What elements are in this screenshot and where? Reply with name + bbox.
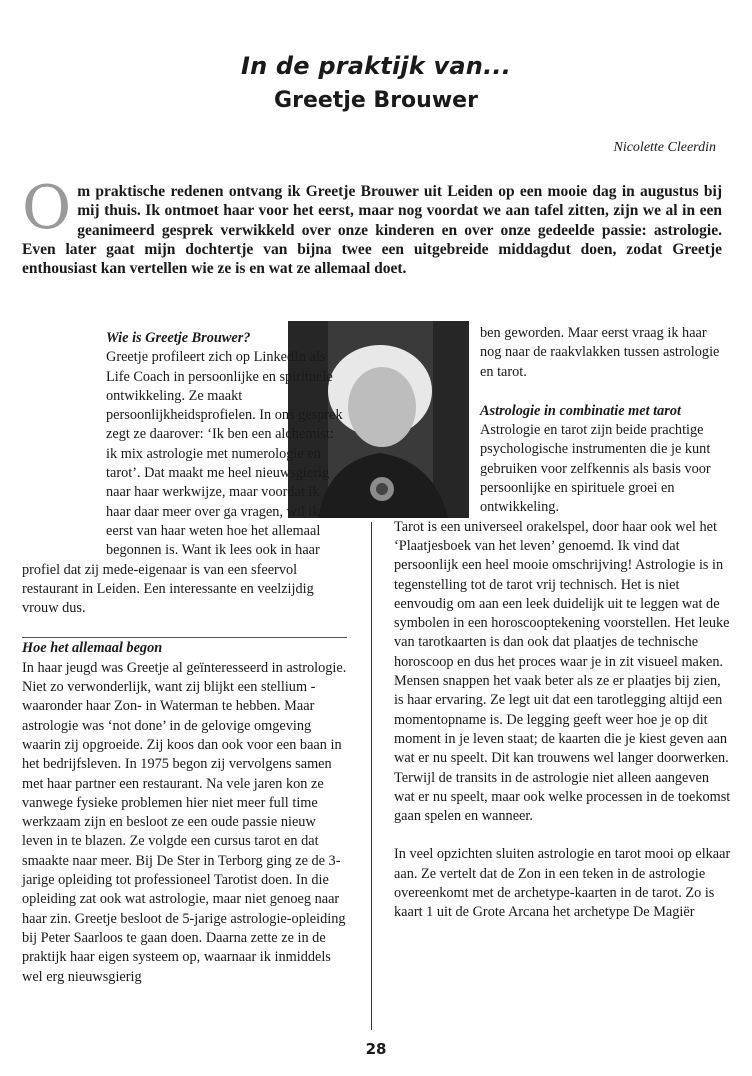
intro-dropcap: O <box>22 173 72 243</box>
heading-how-it-began: Hoe het allemaal begon <box>22 637 347 658</box>
column-divider <box>371 522 372 1030</box>
paragraph-tarot-oracle: Tarot is een universeel orakelspel, door haar ook wel het ‘Plaatjesboek van het leven’ genoemd. Ik vind dat persoonlijk een heel mooie omschrijving! Astrologie is in tegenstelling tot de tarot vrij technisch. Het is niet eenvoudig om aan een leek duidelijk uit te leggen wat de symbolen in een horoscooptekening voorstellen. Het leuke van tarotkaarten is dan ook dat plaatjes de technische horoscoop en dus het proces waar je in zit visueel maken. Mensen snappen het vaak beter als ze er plaatjes bij zien, is haar ervaring. Ze legt uit dat een tarotlegging altijd een momentopname is. De legging geeft weer hoe je op dit moment in je leven staat; de kaarten die je kiest geven aan wat er nu speelt. Dit kan trouwens wel langer doorwerken. Terwijl de transits in de astrologie niet alleen aangeven wat er nu speelt, maar ook welke processen in de toekomst gaan spelen en wanneer. <box>394 518 731 825</box>
article-title-line2: Greetje Brouwer <box>274 88 478 113</box>
heading-astrology-tarot: Astrologie in combinatie met tarot <box>480 402 681 419</box>
page-number: 28 <box>365 1040 387 1058</box>
paragraph-continuation: ben geworden. Maar eerst vraag ik haar nog naar de raakvlakken tussen astrologie en tarot. <box>480 325 720 380</box>
heading-who-is: Wie is Greetje Brouwer? <box>106 330 251 346</box>
article-title-line1: In de praktijk van... <box>240 52 512 80</box>
intro-text: m praktische redenen ontvang ik Greetje Brouwer uit Leiden op een mooie dag in augustus bij mij thuis. Ik ontmoet haar voor het eerst, maar nog voordat we aan tafel zitten, zijn we al in een geanimeerd gesprek verwikkeld over onze kinderen en over onze gedeelde passie: astrologie. Even later gaat mijn dochtertje van bijna twee een uitgebreide middagdut doen, zodat Greetje enthousiast kan vertellen wie ze is en wat ze allemaal doet. <box>22 183 722 278</box>
right-column <box>394 324 731 923</box>
article-author: Nicolette Cleerdin <box>613 140 716 155</box>
article-intro <box>22 173 722 278</box>
paragraph-connections: In veel opzichten sluiten astrologie en tarot mooi op elkaar aan. Ze vertelt dat de Zon in een teken in de astrologie overeenkomt met de archetype-kaarten in de tarot. Zo is kaart 1 uit de Grote Arcana het archetype De Magiër <box>394 846 731 921</box>
paragraph-instruments: Astrologie en tarot zijn beide prachtige psychologische instrumenten die je kunt gebruiken voor zelfkennis als basis voor persoonlijke en spirituele groei en ontwikkeling. <box>480 422 711 516</box>
paragraph-how-it-began: In haar jeugd was Greetje al geïnteresseerd in astrologie. Niet zo verwonderlijk, want zij blijkt een stellium -waaronder haar Zon- in Waterman te hebben. Maar astrologie was ‘not done’ in de gelovige omgeving waarin zij opgroeide. Zij koos dan ook voor een baan in het bedrijfsleven. In 1975 begon zij vervolgens samen met haar partner een restaurant. Na vele jaren kon ze vanwege fysieke problemen hier niet meer full time werkzaam zijn en besloot ze een oude passie nieuw leven in te blazen. Ze volgde een cursus tarot en dat smaakte naar meer. Bij De Ster in Terborg ging ze de 3-jarige opleiding tot professioneel Tarotist doen. In die opleiding zat ook wat astrologie, maar niet genoeg naar haar zin. Greetje besloot de 5-jarige astrologie-opleiding bij Peter Saarloos te gaan doen. Daarna zette ze in de praktijk haar eigen systeem op, waarnaar ik inmiddels wel erg nieuwsgierig <box>22 659 347 985</box>
paragraph-who-is: Greetje profileert zich op LinkedIn als Life Coach in persoonlijke en spirituele ontwikkeling. Ze maakt persoonlijkheidsprofielen. In ons gesprek zegt ze daarover: ‘Ik ben een alchemist: ik mix astrologie met numerologie en tarot’. Dat maakt me heel nieuwsgierig naar haar werkwijze, maar voordat ik haar daar meer over ga vragen, wil ik eerst van haar weten hoe het allemaal begonnen is. Want ik lees ook in haar profiel dat zij mede-eigenaar is van een sfeervol restaurant in Leiden. Een interessante en veelzijdig vrouw dus. <box>22 349 343 617</box>
left-column <box>22 328 347 987</box>
